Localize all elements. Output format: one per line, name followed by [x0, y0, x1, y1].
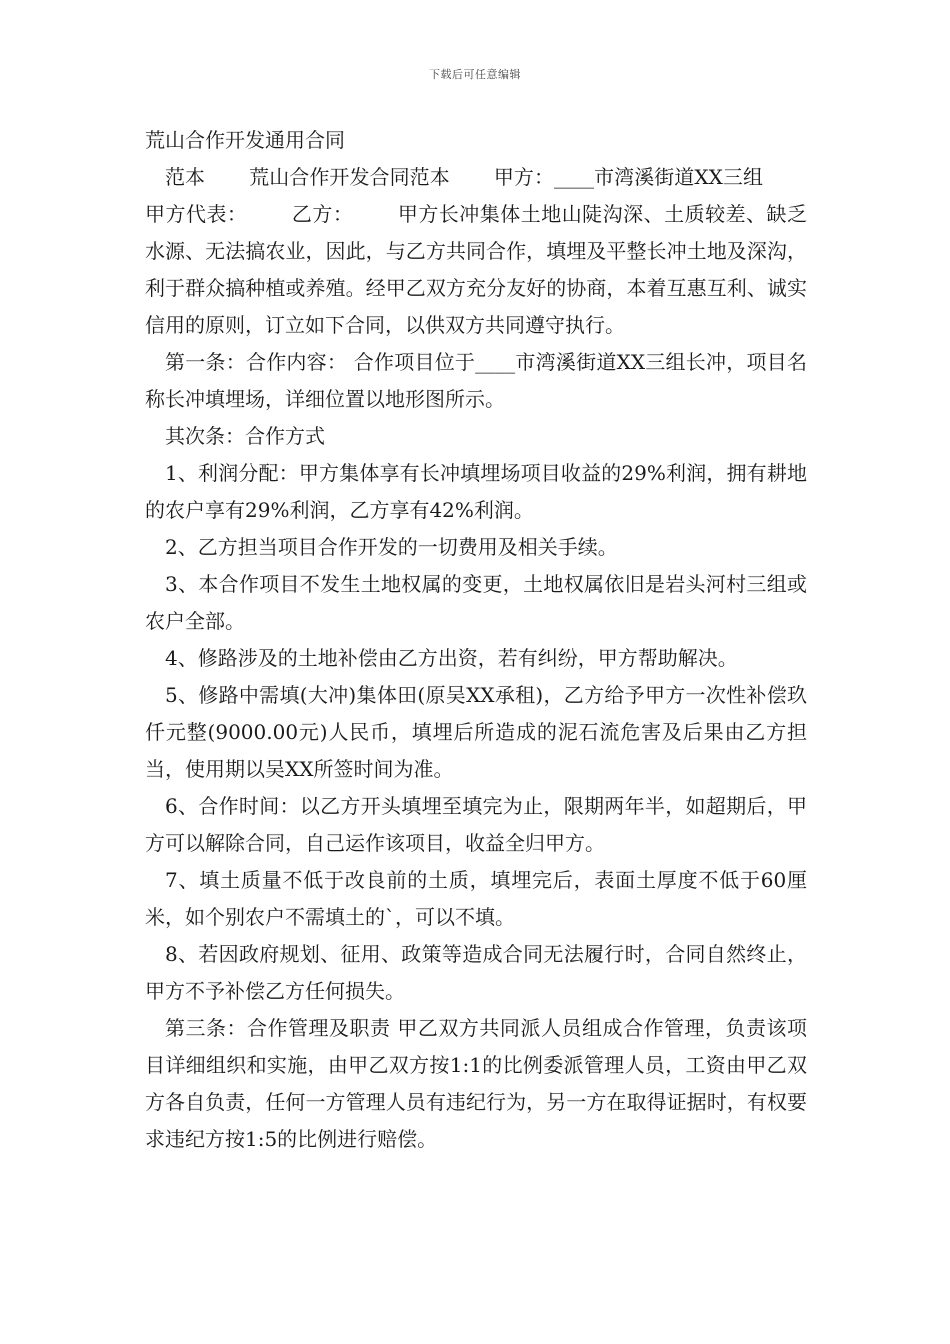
- article-3: 第三条：合作管理及职责 甲乙双方共同派人员组成合作管理，负责该项目详细组织和实施，由甲乙双方按1:1的比例委派管理人员，工资由甲乙双方各自负责，任何一方管理人员有违纪行为，另一方在取得证据时，有权要求违纪方按1:5的比例进行赔偿。: [145, 1016, 807, 1151]
- clause-3: 3、本合作项目不发生土地权属的变更，土地权属依旧是岩头河村三组或农户全部。: [145, 572, 807, 633]
- intro-part-3: 甲方：____市湾溪街道XX三组: [493, 165, 764, 189]
- intro-paragraph: [145, 159, 807, 344]
- clause-7: 7、填土质量不低于改良前的土质，填埋完后，表面土厚度不低于60厘米，如个别农户不需填土的`，可以不填。: [145, 868, 807, 929]
- clause-1: 1、利润分配：甲方集体享有长冲填埋场项目收益的29%利润，拥有耕地的农户享有29%利润，乙方享有42%利润。: [145, 461, 807, 522]
- article-1: 第一条：合作内容： 合作项目位于____市湾溪街道XX三组长冲，项目名称长冲填埋场，详细位置以地形图所示。: [145, 350, 807, 411]
- clause-4: 4、修路涉及的土地补偿由乙方出资，若有纠纷，甲方帮助解决。: [165, 646, 738, 670]
- intro-part-4: 甲方代表：: [145, 202, 248, 226]
- document-body: [145, 122, 807, 1158]
- intro-part-2: 荒山合作开发合同范本: [249, 165, 450, 189]
- intro-part-1: 范本: [165, 165, 206, 189]
- header-note: 下载后可任意编辑: [429, 68, 521, 81]
- clause-8: 8、若因政府规划、征用、政策等造成合同无法履行时，合同自然终止，甲方不予补偿乙方任何损失。: [145, 942, 807, 1003]
- intro-part-6: 甲方长冲集体土地山陡沟深、土质较差、缺乏水源、无法搞农业，因此，与乙方共同合作，填埋及平整长冲土地及深沟，利于群众搞种植或养殖。经甲乙双方充分友好的协商，本着互惠互利、诚实信用的原则，订立如下合同，以供双方共同遵守执行。: [145, 202, 808, 337]
- clause-6: 6、合作时间：以乙方开头填埋至填完为止，限期两年半，如超期后，甲方可以解除合同，自己运作该项目，收益全归甲方。: [145, 794, 807, 855]
- clause-5: 5、修路中需填(大冲)集体田(原吴XX承租)，乙方给予甲方一次性补偿玖仟元整(9000.00元)人民币，填埋后所造成的泥石流危害及后果由乙方担当，使用期以吴XX所签时间为准。: [145, 683, 807, 781]
- clause-2: 2、乙方担当项目合作开发的一切费用及相关手续。: [165, 535, 618, 559]
- document-title: 荒山合作开发通用合同: [145, 128, 345, 152]
- article-2-heading: 其次条：合作方式: [165, 424, 325, 448]
- intro-part-5: 乙方：: [291, 202, 354, 226]
